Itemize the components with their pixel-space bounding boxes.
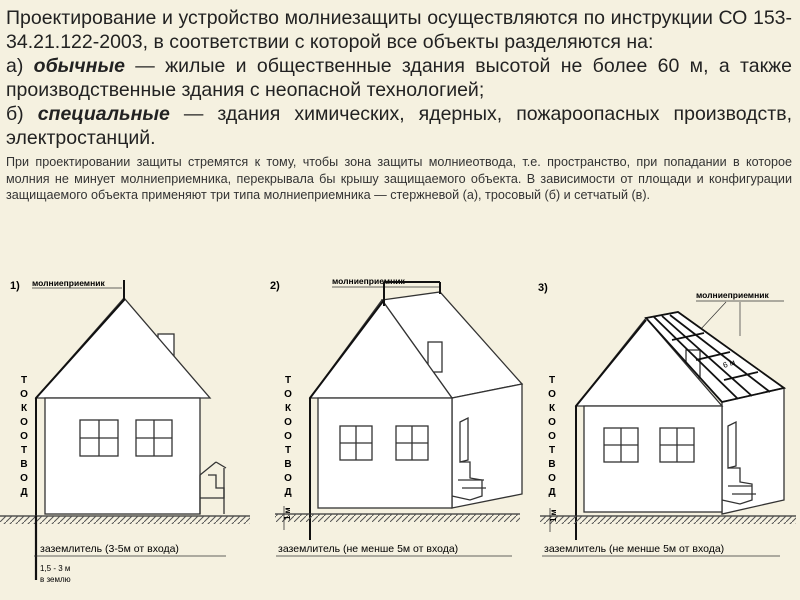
svg-text:Т: Т [20, 375, 28, 386]
figure-2-downconductor-label [284, 375, 292, 498]
item-a-text: — жилые и общественные здания высотой не более 60 м, а также производственные здания с неопасной технологией; [6, 55, 792, 101]
window-left [340, 426, 372, 460]
figure-2-height-label: 1 м [283, 507, 292, 520]
svg-text:Д: Д [548, 487, 556, 498]
svg-text:О: О [20, 473, 28, 484]
wall [318, 398, 452, 508]
window-left [80, 420, 118, 456]
figure-1-depth-label-1: 1,5 - 3 м [40, 564, 71, 573]
figure-3 [538, 282, 796, 556]
item-a-keyword: обычные [33, 55, 125, 77]
svg-text:В: В [548, 459, 556, 470]
svg-text:Д: Д [284, 487, 292, 498]
figure-2-number: 2) [270, 280, 280, 292]
figure-1-receiver-label: молниеприемник [32, 278, 105, 288]
figure-1-ground-label: заземлитель (3-5м от входа) [40, 543, 179, 555]
svg-text:О: О [20, 417, 28, 428]
figure-1-number: 1) [10, 280, 20, 292]
svg-text:О: О [548, 473, 556, 484]
figure-3-number: 3) [538, 282, 548, 294]
svg-text:О: О [284, 473, 292, 484]
figure-1-depth-label-2: в землю [40, 575, 71, 584]
svg-text:Д: Д [20, 487, 28, 498]
wall [45, 398, 200, 514]
figure-2 [270, 276, 522, 556]
roof [36, 298, 210, 398]
figure-1 [0, 278, 250, 584]
figure-1-downconductor-label [20, 375, 28, 498]
svg-text:О: О [20, 431, 28, 442]
ground-hatch [0, 516, 250, 524]
figure-3-height-label: 1 м [549, 509, 558, 522]
svg-text:Т: Т [284, 375, 292, 386]
ground-hatch [275, 514, 520, 522]
figure-2-receiver-label: молниеприемник [332, 276, 405, 286]
svg-text:О: О [284, 417, 292, 428]
svg-text:Т: Т [20, 445, 28, 456]
figure-2-ground-label: заземлитель (не менше 5м от входа) [278, 543, 459, 555]
svg-text:О: О [548, 417, 556, 428]
figure-3-ground-label: заземлитель (не менше 5м от входа) [544, 543, 725, 555]
house-2 [310, 292, 522, 508]
svg-text:Т: Т [548, 445, 556, 456]
svg-text:В: В [284, 459, 292, 470]
window-right [660, 428, 694, 462]
window-right [136, 420, 172, 456]
figure-3-downconductor-label [548, 375, 556, 498]
svg-text:К: К [548, 403, 556, 414]
svg-text:О: О [20, 389, 28, 400]
svg-text:О: О [548, 389, 556, 400]
ground-hatch [540, 516, 796, 524]
window-left [604, 428, 638, 462]
item-b-prefix: б) [6, 103, 24, 125]
porch-steps [200, 462, 226, 514]
svg-text:О: О [284, 431, 292, 442]
svg-text:В: В [20, 459, 28, 470]
intro-text: Проектирование и устройство молниезащиты осуществляются по инструкции СО 153-34.21.122-2003, в соответствии с которой все объекты разделяются на: [6, 7, 792, 53]
svg-text:О: О [284, 389, 292, 400]
svg-text:Т: Т [284, 445, 292, 456]
note-paragraph: При проектировании защиты стремятся к тому, чтобы зона защиты молниеотвода, т.е. пространство, при попадании в которое молния не минует молниеприемника, перекрывала бы крышу защищаемого объекта. В зависимости от площади и конфигурации защищаемого объекта применяют три типа молниеприемника — стержневой (а), тросовый (б) и сетчатый (в). [6, 155, 792, 202]
house-1 [36, 298, 226, 514]
figure-3-receiver-label: молниеприемник [696, 290, 769, 300]
svg-text:К: К [20, 403, 28, 414]
figure-3-grid-label: 6 м [721, 357, 737, 370]
item-b-text: — здания химических, ядерных, пожароопасных производств, электростанций. [6, 103, 793, 149]
svg-text:Т: Т [548, 375, 556, 386]
window-right [396, 426, 428, 460]
svg-text:О: О [548, 431, 556, 442]
svg-text:К: К [284, 403, 292, 414]
item-a-prefix: а) [6, 55, 24, 77]
item-b-keyword: специальные [37, 103, 170, 125]
